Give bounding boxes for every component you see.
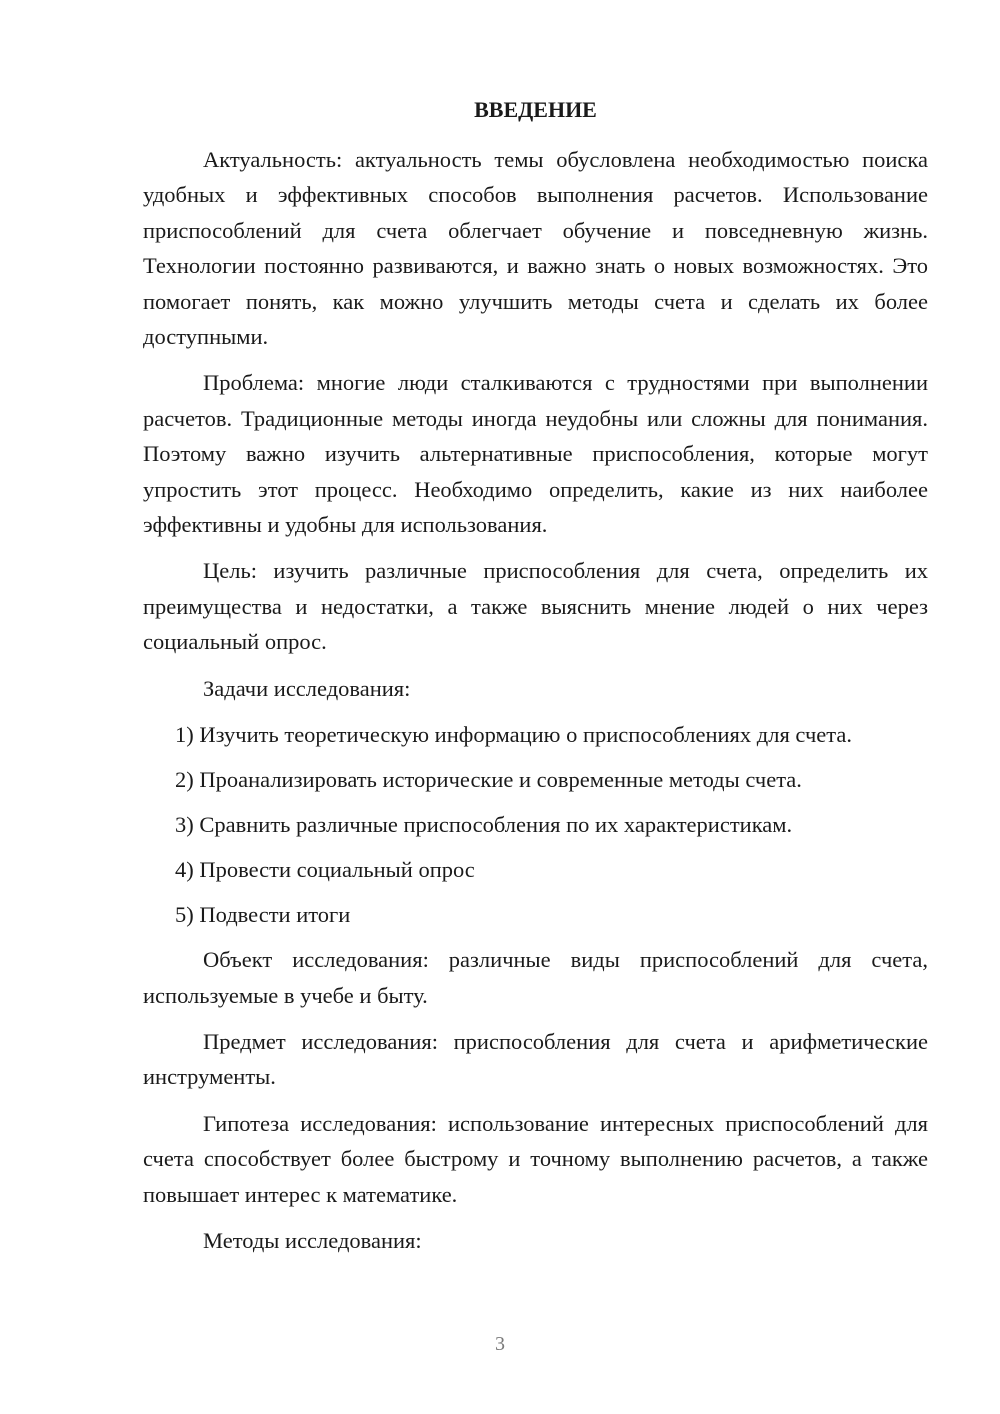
methods-heading: Методы исследования: — [203, 1227, 422, 1253]
object-paragraph: Объект исследования: различные виды приспособлений для счета, используемые в учебе и быту. — [143, 947, 928, 1008]
page-content — [143, 92, 928, 1269]
tasks-list — [143, 717, 928, 933]
page-title: ВВЕДЕНИЕ — [474, 97, 597, 122]
subject-paragraph: Предмет исследования: приспособления для счета и арифметические инструменты. — [143, 1028, 928, 1090]
page-number: 3 — [495, 1333, 505, 1355]
hypothesis-paragraph: Гипотеза исследования: использование интересных приспособлений для счета способствует более быстрому и точному выполнению расчетов, а также повышает интерес к математике. — [143, 1110, 928, 1207]
relevance-paragraph: Актуальность: актуальность темы обусловлена необходимостью поиска удобных и эффективных способов выполнения расчетов. Использование приспособлений для счета облегчает обучение и повседневную жизнь. Технологии постоянно развиваются, и важно знать о новых возможностях. Это помогает понять, как можно улучшить методы счета и сделать их более доступными. — [143, 147, 928, 350]
tasks-heading: Задачи исследования: — [203, 675, 411, 701]
list-item: 3) Сравнить различные приспособления по их характеристикам. — [175, 812, 793, 838]
problem-paragraph: Проблема: многие люди сталкиваются с трудностями при выполнении расчетов. Традиционные методы иногда неудобны или сложны для понимания. Поэтому важно изучить альтернативные приспособления, которые могут упростить этот процесс. Необходимо определить, какие из них наиболее эффективны и удобны для использования. — [143, 370, 928, 538]
list-item: 5) Подвести итоги — [175, 902, 351, 928]
list-item: 4) Провести социальный опрос — [175, 857, 475, 883]
list-item: 1) Изучить теоретическую информацию о приспособлениях для счета. — [175, 722, 852, 748]
goal-paragraph: Цель: изучить различные приспособления для счета, определить их преимущества и недостатки, а также выяснить мнение людей о них через социальный опрос. — [143, 558, 928, 655]
list-item: 2) Проанализировать исторические и современные методы счета. — [175, 767, 802, 793]
